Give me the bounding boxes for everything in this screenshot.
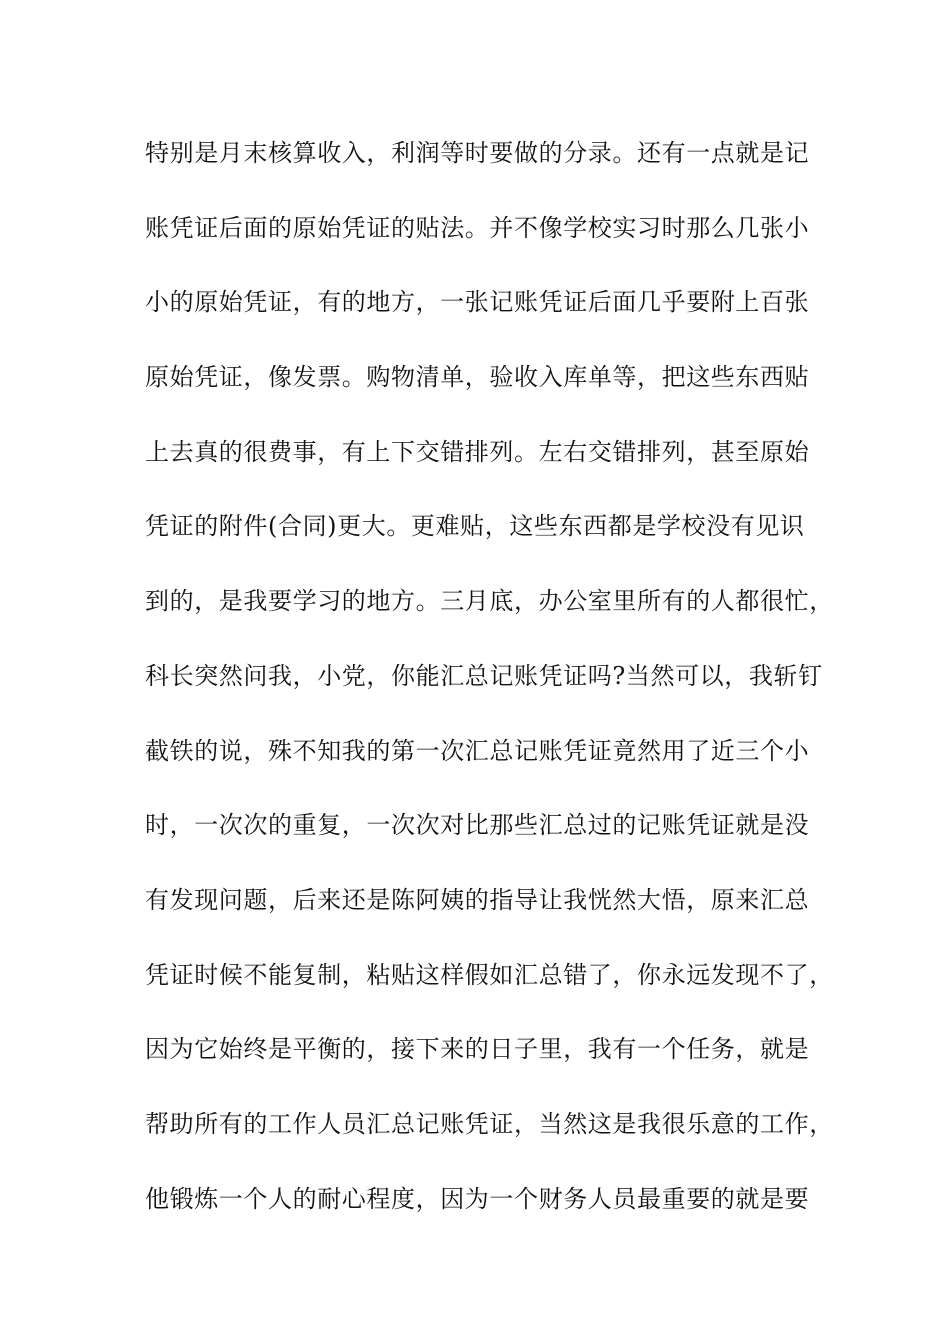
text-line: 他锻炼一个人的耐心程度，因为一个财务人员最重要的就是要 <box>145 1184 810 1213</box>
text-line: 账凭证后面的原始凭证的贴法。并不像学校实习时那么几张小 <box>145 213 810 242</box>
text-line: 小的原始凭证，有的地方，一张记账凭证后面几乎要附上百张 <box>145 288 810 317</box>
text-line: 科长突然问我，小党，你能汇总记账凭证吗?当然可以，我斩钉 <box>145 661 823 690</box>
text-line: 因为它始终是平衡的，接下来的日子里，我有一个任务，就是 <box>145 1035 810 1064</box>
text-line: 帮助所有的工作人员汇总记账凭证，当然这是我很乐意的工作， <box>145 1109 834 1138</box>
body-text <box>145 129 845 1249</box>
text-line: 时，一次次的重复，一次次对比那些汇总过的记账凭证就是没 <box>145 811 810 840</box>
text-line: 凭证的附件(合同)更大。更难贴，这些东西都是学校没有见识 <box>145 512 805 541</box>
text-line: 特别是月末核算收入，利润等时要做的分录。还有一点就是记 <box>145 139 810 167</box>
text-line: 截铁的说，殊不知我的第一次汇总记账凭证竟然用了近三个小 <box>145 736 810 765</box>
text-line: 到的，是我要学习的地方。三月底，办公室里所有的人都很忙， <box>145 587 834 616</box>
text-line: 有发现问题，后来还是陈阿姨的指导让我恍然大悟，原来汇总 <box>145 885 810 914</box>
text-line: 凭证时候不能复制，粘贴这样假如汇总错了，你永远发现不了， <box>145 960 834 989</box>
text-line: 上去真的很费事，有上下交错排列。左右交错排列，甚至原始 <box>145 437 810 466</box>
text-line: 原始凭证，像发票。购物清单，验收入库单等，把这些东西贴 <box>145 363 810 392</box>
